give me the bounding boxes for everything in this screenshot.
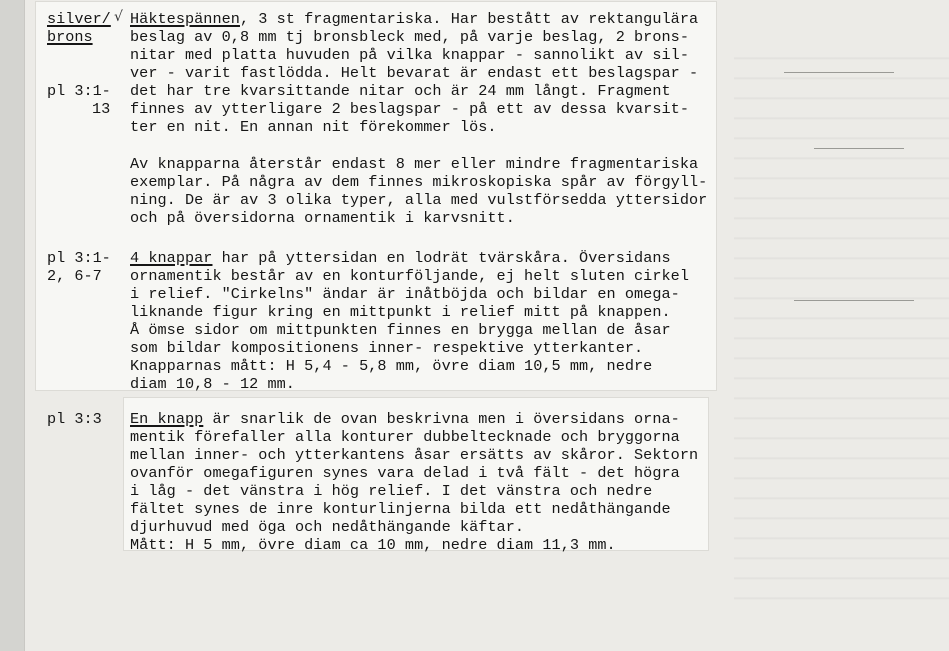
para3-line-1 (130, 249, 671, 267)
para1-line: ver - varit fastlödda. Helt bevarat är endast ett beslagspar - (130, 64, 699, 82)
para1-line-1-text: , 3 st fragmentariska. Har bestått av rektangulära (239, 10, 699, 28)
para4-line: mentik förefaller alla konturer dubbeltecknade och bryggorna (130, 428, 680, 446)
para4-line: Mått: H 5 mm, övre diam ca 10 mm, nedre diam 11,3 mm. (130, 536, 616, 554)
para4-line: i låg - det vänstra i hög relief. I det vänstra och nedre (130, 482, 653, 500)
para4-line-1 (130, 410, 680, 428)
para3-line-1-text: har på yttersidan en lodrät tvärskåra. Översidans (212, 249, 671, 267)
para3-line: som bildar kompositionens inner- respektive ytterkanter. (130, 339, 644, 357)
bleed-line (794, 300, 914, 301)
margin-material-silver: silver/ (47, 10, 111, 28)
margin-material-brons: brons (47, 28, 93, 46)
para3-line: Knapparnas mått: H 5,4 - 5,8 mm, övre diam 10,5 mm, nedre (130, 357, 653, 375)
para4-line: fältet synes de inre konturlinjerna bilda ett nedåthängande (130, 500, 671, 518)
para3-line: ornamentik består av en konturföljande, ej helt sluten cirkel (130, 267, 690, 285)
para1-line: ter en nit. En annan nit förekommer lös. (130, 118, 497, 136)
para1-line: nitar med platta huvuden på vilka knappar - sannolikt av sil- (130, 46, 690, 64)
para4-line: djurhuvud med öga och nedåthängande käftar. (130, 518, 525, 536)
margin-plate-ref-1: pl 3:1- (47, 82, 111, 100)
margin-plate-ref-2-cont: 2, 6-7 (47, 267, 102, 285)
para4-line: mellan inner- och ytterkantens åsar ersätts av skåror. Sektorn (130, 446, 699, 464)
para4-line: ovanför omegafiguren synes vara delad i två fält - det högra (130, 464, 680, 482)
para2-line: och på översidorna ornamentik i karvsnitt. (130, 209, 515, 227)
para1-line: det har tre kvarsittande nitar och är 24 mm långt. Fragment (130, 82, 671, 100)
para3-line: Å ömse sidor om mittpunkten finnes en brygga mellan de åsar (130, 321, 671, 339)
bleed-line (814, 148, 904, 149)
para4-line-1-text: är snarlik de ovan beskrivna men i översidans orna- (203, 410, 680, 428)
para2-line: exemplar. På några av dem finnes mikroskopiska spår av förgyll- (130, 173, 708, 191)
bleed-through-text (734, 40, 949, 600)
margin-plate-ref-2: pl 3:1- (47, 249, 111, 267)
check-mark: √ (114, 9, 123, 25)
para3-line: i relief. "Cirkelns" ändar är inåtböjda och bildar en omega- (130, 285, 680, 303)
margin-plate-ref-1-cont: 13 (92, 100, 111, 118)
para1-line-1 (130, 10, 698, 28)
para4-heading: En knapp (130, 410, 204, 428)
para1-line: beslag av 0,8 mm tj bronsbleck med, på varje beslag, 2 brons- (130, 28, 690, 46)
margin-plate-ref-3: pl 3:3 (47, 410, 102, 428)
para2-line: ning. De är av 3 olika typer, alla med vulstförsedda yttersidor (130, 191, 708, 209)
para3-line: liknande figur kring en mittpunkt i relief mitt på knappen. (130, 303, 671, 321)
para2-line: Av knapparna återstår endast 8 mer eller mindre fragmentariska (130, 155, 699, 173)
para1-line: finnes av ytterligare 2 beslagspar - på ett av dessa kvarsit- (130, 100, 690, 118)
bleed-line (784, 72, 894, 73)
para1-heading: Häktespännen (130, 10, 240, 28)
para3-heading: 4 knappar (130, 249, 213, 267)
para3-line: diam 10,8 - 12 mm. (130, 375, 295, 393)
